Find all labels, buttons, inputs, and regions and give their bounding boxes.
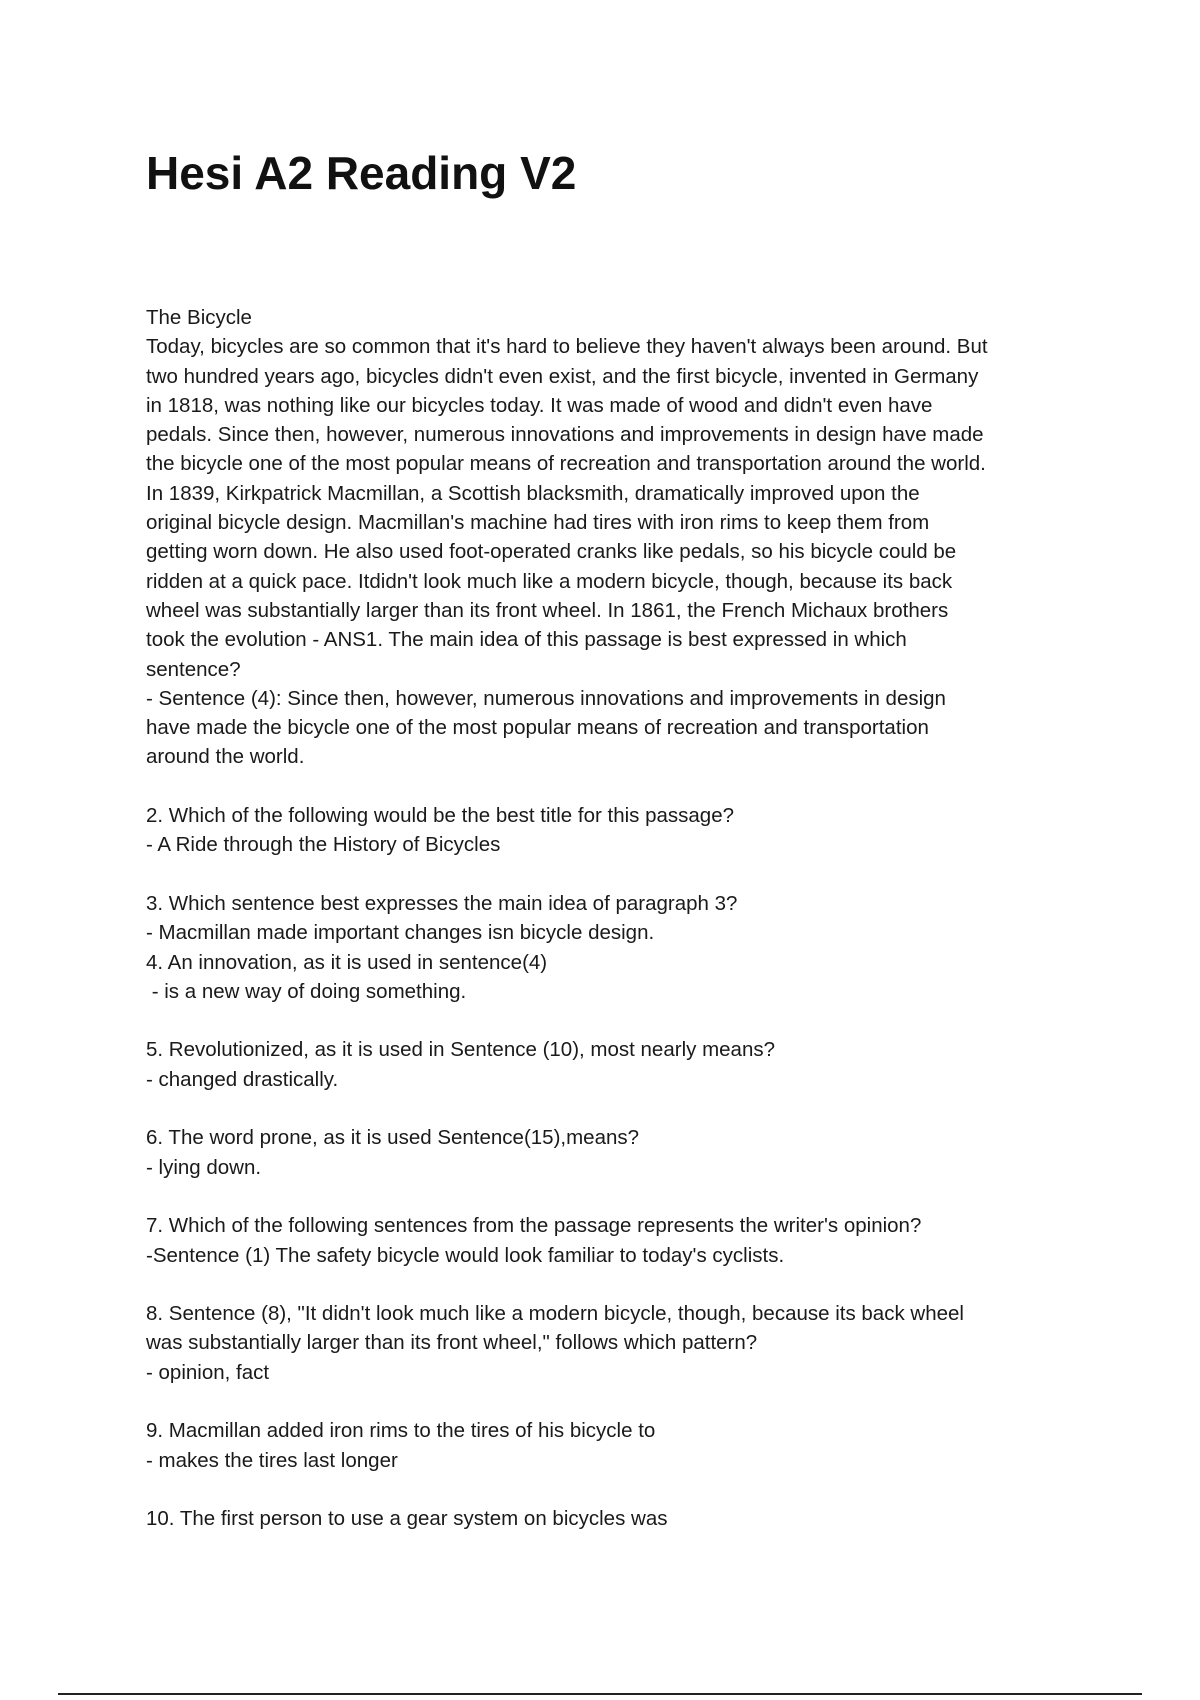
question-text: 7. Which of the following sentences from the passage represents the writer's opinion? xyxy=(146,1214,922,1238)
document-title: Hesi A2 Reading V2 xyxy=(146,147,577,199)
question-block xyxy=(146,1035,1066,1094)
passage-line: Today, bicycles are so common that it's hard to believe they haven't always been around. But xyxy=(146,335,988,359)
passage-line: pedals. Since then, however, numerous innovations and improvements in design have made xyxy=(146,423,984,447)
passage-line: sentence? xyxy=(146,657,241,681)
spacer xyxy=(146,1182,1066,1211)
spacer xyxy=(146,860,1066,889)
passage-line: in 1818, was nothing like our bicycles today. It was made of wood and didn't even have xyxy=(146,393,933,417)
question-text: 3. Which sentence best expresses the main idea of paragraph 3? xyxy=(146,891,738,915)
passage-line: getting worn down. He also used foot-operated cranks like pedals, so his bicycle could be xyxy=(146,540,957,564)
question-block xyxy=(146,1416,1066,1475)
passage-line: the bicycle one of the most popular means of recreation and transportation around the world. xyxy=(146,452,986,476)
spacer xyxy=(146,1270,1066,1299)
question-text: 4. An innovation, as it is used in sentence(4) xyxy=(146,950,548,974)
answer-text: - changed drastically. xyxy=(146,1067,339,1091)
answer-text: - Macmillan made important changes isn bicycle design. xyxy=(146,921,655,945)
answer-text: - is a new way of doing something. xyxy=(146,979,467,1003)
passage-line: took the evolution - ANS1. The main idea of this passage is best expressed in which xyxy=(146,628,907,652)
question-block xyxy=(146,1504,1066,1533)
question-block xyxy=(146,1123,1066,1182)
answer-line: have made the bicycle one of the most popular means of recreation and transportation xyxy=(146,716,929,740)
passage-heading: The Bicycle xyxy=(146,306,252,329)
question-block xyxy=(146,801,1066,860)
answer-line: around the world. xyxy=(146,745,305,769)
passage-line: wheel was substantially larger than its front wheel. In 1861, the French Michaux brothers xyxy=(146,598,949,622)
answer-text: - A Ride through the History of Bicycles xyxy=(146,833,501,857)
question-block xyxy=(146,1299,1066,1387)
passage xyxy=(146,303,1066,772)
spacer xyxy=(146,772,1066,801)
question-text: was substantially larger than its front wheel," follows which pattern? xyxy=(146,1331,758,1355)
question-block xyxy=(146,1211,1066,1270)
spacer xyxy=(146,1475,1066,1504)
question-block xyxy=(146,889,1066,1006)
passage-line: original bicycle design. Macmillan's machine had tires with iron rims to keep them from xyxy=(146,511,930,535)
question-text: 2. Which of the following would be the best title for this passage? xyxy=(146,804,735,828)
question-text: 6. The word prone, as it is used Sentence(15),means? xyxy=(146,1126,640,1150)
document-body xyxy=(146,303,1066,1533)
answer-text: - makes the tires last longer xyxy=(146,1448,398,1472)
passage-line: In 1839, Kirkpatrick Macmillan, a Scottish blacksmith, dramatically improved upon the xyxy=(146,481,920,505)
question-text: 9. Macmillan added iron rims to the tires of his bicycle to xyxy=(146,1419,656,1443)
question-text: 10. The first person to use a gear system on bicycles was xyxy=(146,1507,668,1531)
spacer xyxy=(146,1094,1066,1123)
answer-text: - opinion, fact xyxy=(146,1360,270,1384)
spacer xyxy=(146,1387,1066,1416)
question-text: 8. Sentence (8), "It didn't look much like a modern bicycle, though, because its back wheel xyxy=(146,1302,964,1326)
answer-text: - lying down. xyxy=(146,1155,262,1179)
question-text: 5. Revolutionized, as it is used in Sentence (10), most nearly means? xyxy=(146,1038,775,1062)
bottom-divider xyxy=(58,1693,1142,1695)
passage-line: two hundred years ago, bicycles didn't even exist, and the first bicycle, invented in Germany xyxy=(146,364,979,388)
answer-line: - Sentence (4): Since then, however, numerous innovations and improvements in design xyxy=(146,686,946,710)
passage-line: ridden at a quick pace. Itdidn't look much like a modern bicycle, though, because its back xyxy=(146,569,953,593)
answer-text: -Sentence (1) The safety bicycle would look familiar to today's cyclists. xyxy=(146,1243,785,1267)
spacer xyxy=(146,1006,1066,1035)
